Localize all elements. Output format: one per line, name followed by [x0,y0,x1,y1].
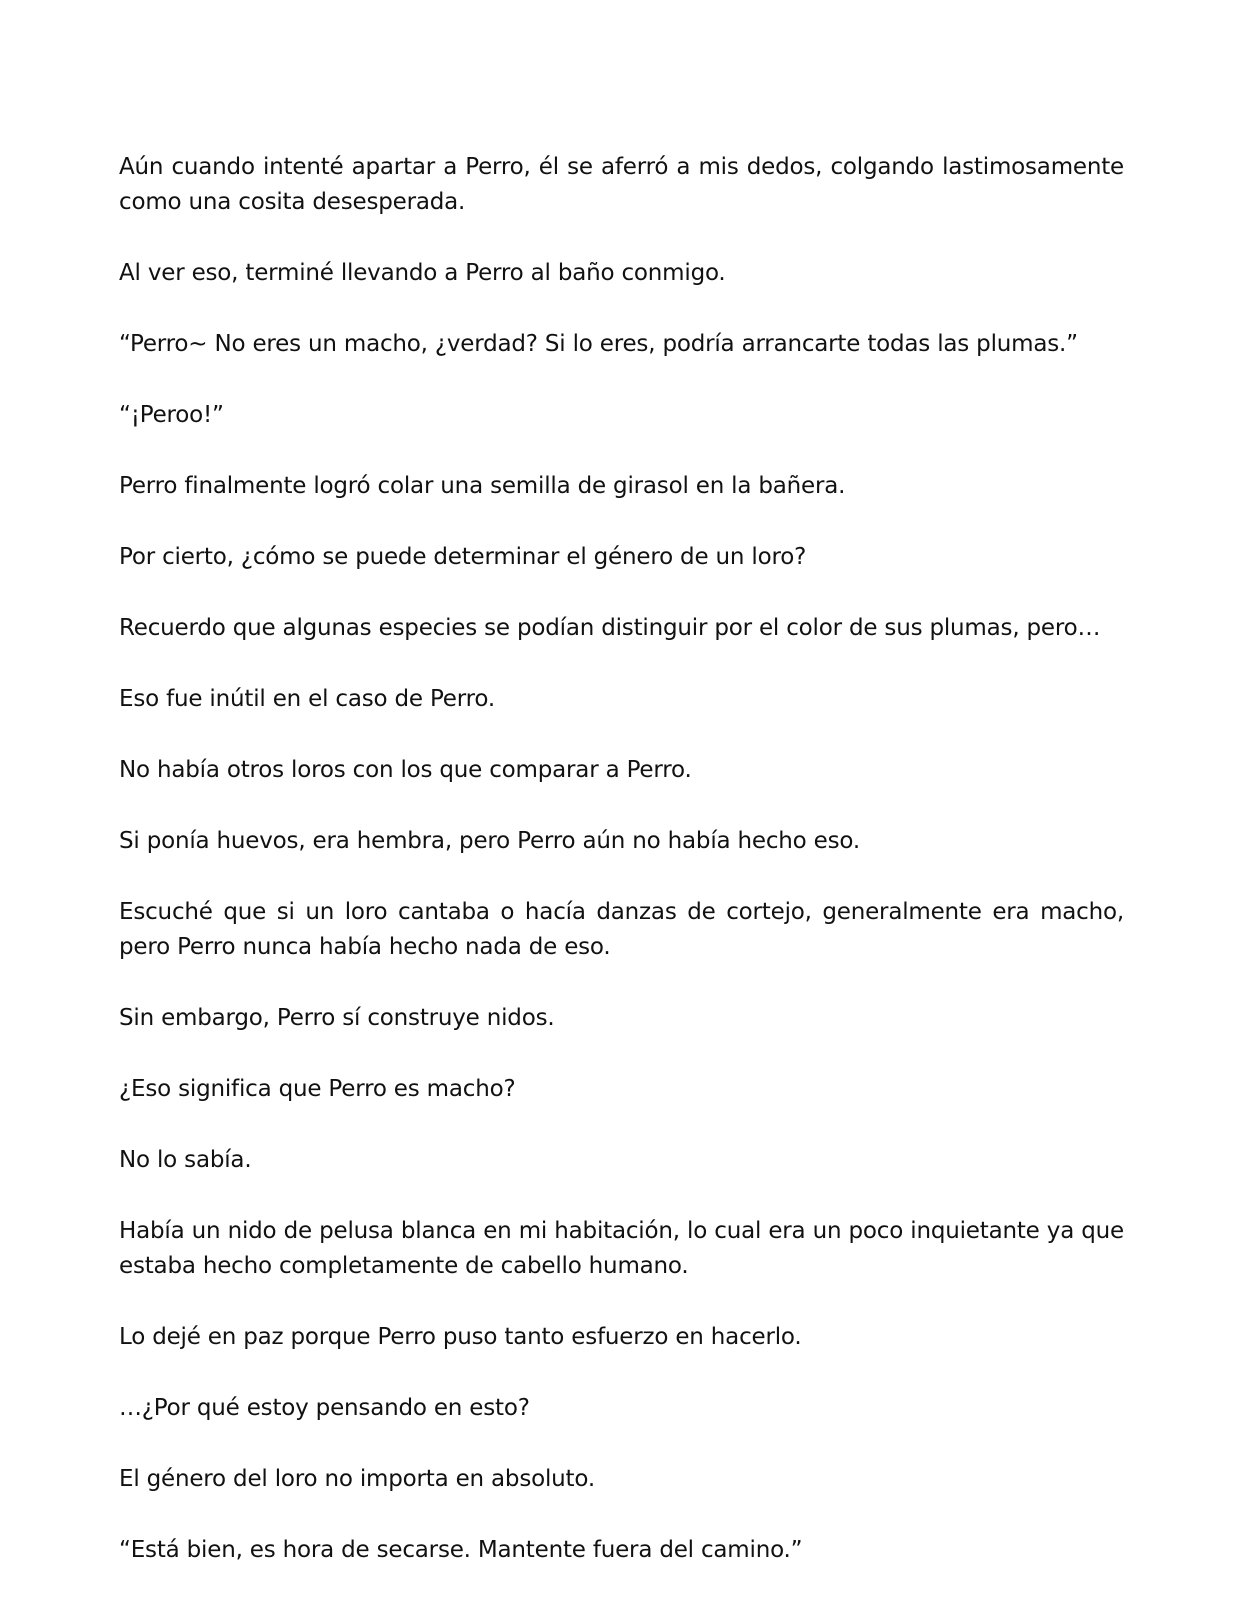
paragraph-7: Recuerdo que algunas especies se podían distinguir por el color de sus plumas, pero… [119,615,1101,641]
paragraph-6: Por cierto, ¿cómo se puede determinar el género de un loro? [119,544,807,570]
paragraph-11: Escuché que si un loro cantaba o hacía danzas de cortejo, generalmente era macho, pero Perro nunca había hecho nada de eso. [119,899,1124,960]
document-page [119,150,1124,1604]
paragraph-4: “¡Peroo!” [119,402,224,428]
paragraph-19: “Está bien, es hora de secarse. Mantente fuera del camino.” [119,1537,803,1563]
paragraph-10: Si ponía huevos, era hembra, pero Perro aún no había hecho eso. [119,828,860,854]
paragraph-1: Aún cuando intenté apartar a Perro, él se aferró a mis dedos, colgando lastimosamente como una cosita desesperada. [119,154,1124,215]
paragraph-13: ¿Eso significa que Perro es macho? [119,1076,516,1102]
paragraph-3: “Perro~ No eres un macho, ¿verdad? Si lo eres, podría arrancarte todas las plumas.” [119,331,1078,357]
paragraph-17: …¿Por qué estoy pensando en esto? [119,1395,530,1421]
paragraph-15: Había un nido de pelusa blanca en mi habitación, lo cual era un poco inquietante ya que estaba hecho completamente de cabello humano. [119,1218,1124,1279]
paragraph-8: Eso fue inútil en el caso de Perro. [119,686,495,712]
paragraph-14: No lo sabía. [119,1147,252,1173]
paragraph-16: Lo dejé en paz porque Perro puso tanto esfuerzo en hacerlo. [119,1324,802,1350]
paragraph-9: No había otros loros con los que comparar a Perro. [119,757,692,783]
paragraph-12: Sin embargo, Perro sí construye nidos. [119,1005,555,1031]
paragraph-5: Perro finalmente logró colar una semilla de girasol en la bañera. [119,473,846,499]
paragraph-18: El género del loro no importa en absoluto. [119,1466,595,1492]
paragraph-2: Al ver eso, terminé llevando a Perro al baño conmigo. [119,260,726,286]
